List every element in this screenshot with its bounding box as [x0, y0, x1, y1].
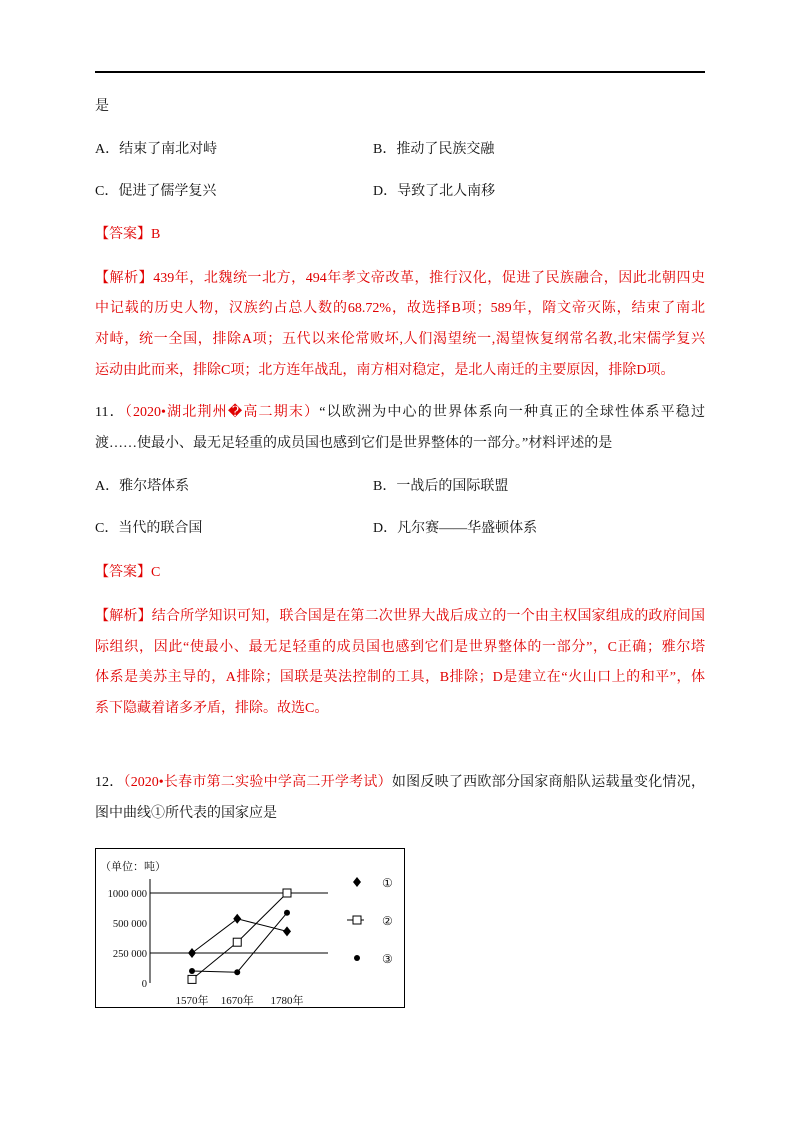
- series-2-point-1570: [188, 975, 196, 983]
- q11-option-b: B．一战后的国际联盟: [373, 479, 509, 494]
- q11-analysis-line-3: 体系是美苏主导的，A排除；国联是英法控制的工具，B排除；D是建立在“火山口上的和平”，体: [95, 670, 705, 685]
- q11-stem-line-2: 渡……使最小、最无足轻重的成员国也感到它们是世界整体的一部分。”材料评述的是: [95, 436, 613, 451]
- chart-unit-label: （单位：吨）: [100, 861, 166, 873]
- q10-analysis-line-1: 【解析】439年，北魏统一北方，494年孝文帝改革，推行汉化，促进了民族融合，因此北朝四史: [95, 271, 705, 286]
- y-tick-label-250000: 250 000: [112, 949, 147, 960]
- x-tick-label-1570: 1570年: [175, 995, 209, 1007]
- q11-stem-text-1: “以欧洲为中心的世界体系向一种真正的全球性体系平稳过: [319, 405, 705, 420]
- q10-option-c: C．促进了儒学复兴: [95, 184, 217, 199]
- y-tick-label-1000000: 1000 000: [107, 889, 147, 900]
- series-2-point-1780: [283, 889, 291, 897]
- series-1-point-1670: [233, 914, 241, 924]
- legend-label-3: ③: [382, 952, 393, 966]
- y-tick-label-0: 0: [141, 979, 147, 990]
- q11-number: 11．: [95, 405, 125, 420]
- q11-analysis-line-1: 【解析】结合所学知识可知，联合国是在第二次世界大战后成立的一个由主权国家组成的政府间国: [95, 609, 705, 624]
- q11-stem-line-1: [95, 403, 705, 423]
- q11-option-d: D．凡尔赛——华盛顿体系: [373, 521, 538, 536]
- y-tick-label-500000: 500 000: [112, 919, 147, 930]
- legend-marker-2: [353, 916, 361, 924]
- x-tick-label-1670: 1670年: [220, 995, 254, 1007]
- legend-label-2: ②: [382, 914, 393, 928]
- series-3-point-1570: [189, 968, 195, 974]
- ship-tonnage-line-chart: [96, 849, 404, 1007]
- q11-analysis-line-4: 系下隐藏着诸多矛盾，排除。故选C。: [95, 701, 329, 716]
- series-3-point-1780: [284, 910, 290, 916]
- series-3-point-1670: [234, 969, 240, 975]
- series-2-point-1670: [233, 938, 241, 946]
- legend-marker-1: [353, 877, 361, 887]
- q10-option-d: D．导致了北人南移: [373, 184, 496, 199]
- q12-source: （2020•长春市第二实验中学高二开学考试）: [123, 775, 392, 790]
- q12-stem-text-1: 如图反映了西欧部分国家商船队运载量变化情况，: [391, 775, 706, 790]
- q11-option-c: C．当代的联合国: [95, 521, 203, 536]
- series-2-line: [192, 893, 287, 979]
- q10-option-a: A．结束了南北对峙: [95, 142, 218, 157]
- q12-stem-line-1: [95, 773, 705, 793]
- q11-option-a: A．雅尔塔体系: [95, 479, 190, 494]
- series-1-line: [192, 919, 287, 953]
- q10-analysis-line-2: 中记载的历史人物，汉族约占总人数的68.72%，故选择B项；589年，隋文帝灭陈，结束了南北: [95, 301, 705, 316]
- q10-answer: 【答案】B: [95, 227, 161, 242]
- series-1-point-1780: [283, 926, 291, 936]
- chart-figure: [95, 848, 405, 1008]
- legend-label-1: ①: [382, 876, 393, 890]
- legend-marker-3: [354, 955, 360, 961]
- series-1-point-1570: [188, 948, 196, 958]
- q12-number: 12．: [95, 775, 124, 790]
- q11-answer: 【答案】C: [95, 565, 161, 580]
- q12-stem-line-2: 图中曲线①所代表的国家应是: [95, 806, 277, 821]
- q10-analysis-line-4: 运动由此而来，排除C项；北方连年战乱，南方相对稳定，是北人南迁的主要原因，排除D项。: [95, 363, 675, 378]
- q10-option-b: B．推动了民族交融: [373, 142, 495, 157]
- q11-source: （2020•湖北荆州�高二期末）: [124, 405, 320, 420]
- q10-stem-tail: 是: [95, 99, 109, 114]
- header-rule: [95, 71, 705, 73]
- q11-analysis-line-2: 际组织，因此“使最小、最无足轻重的成员国也感到它们是世界整体的一部分”，C正确；雅尔塔: [95, 640, 705, 655]
- x-tick-label-1780: 1780年: [270, 995, 304, 1007]
- q10-analysis-line-3: 对峙，统一全国，排除A项；五代以来伦常败坏,人们渴望统一,渴望恢复纲常名教,北宋儒学复兴: [95, 332, 705, 347]
